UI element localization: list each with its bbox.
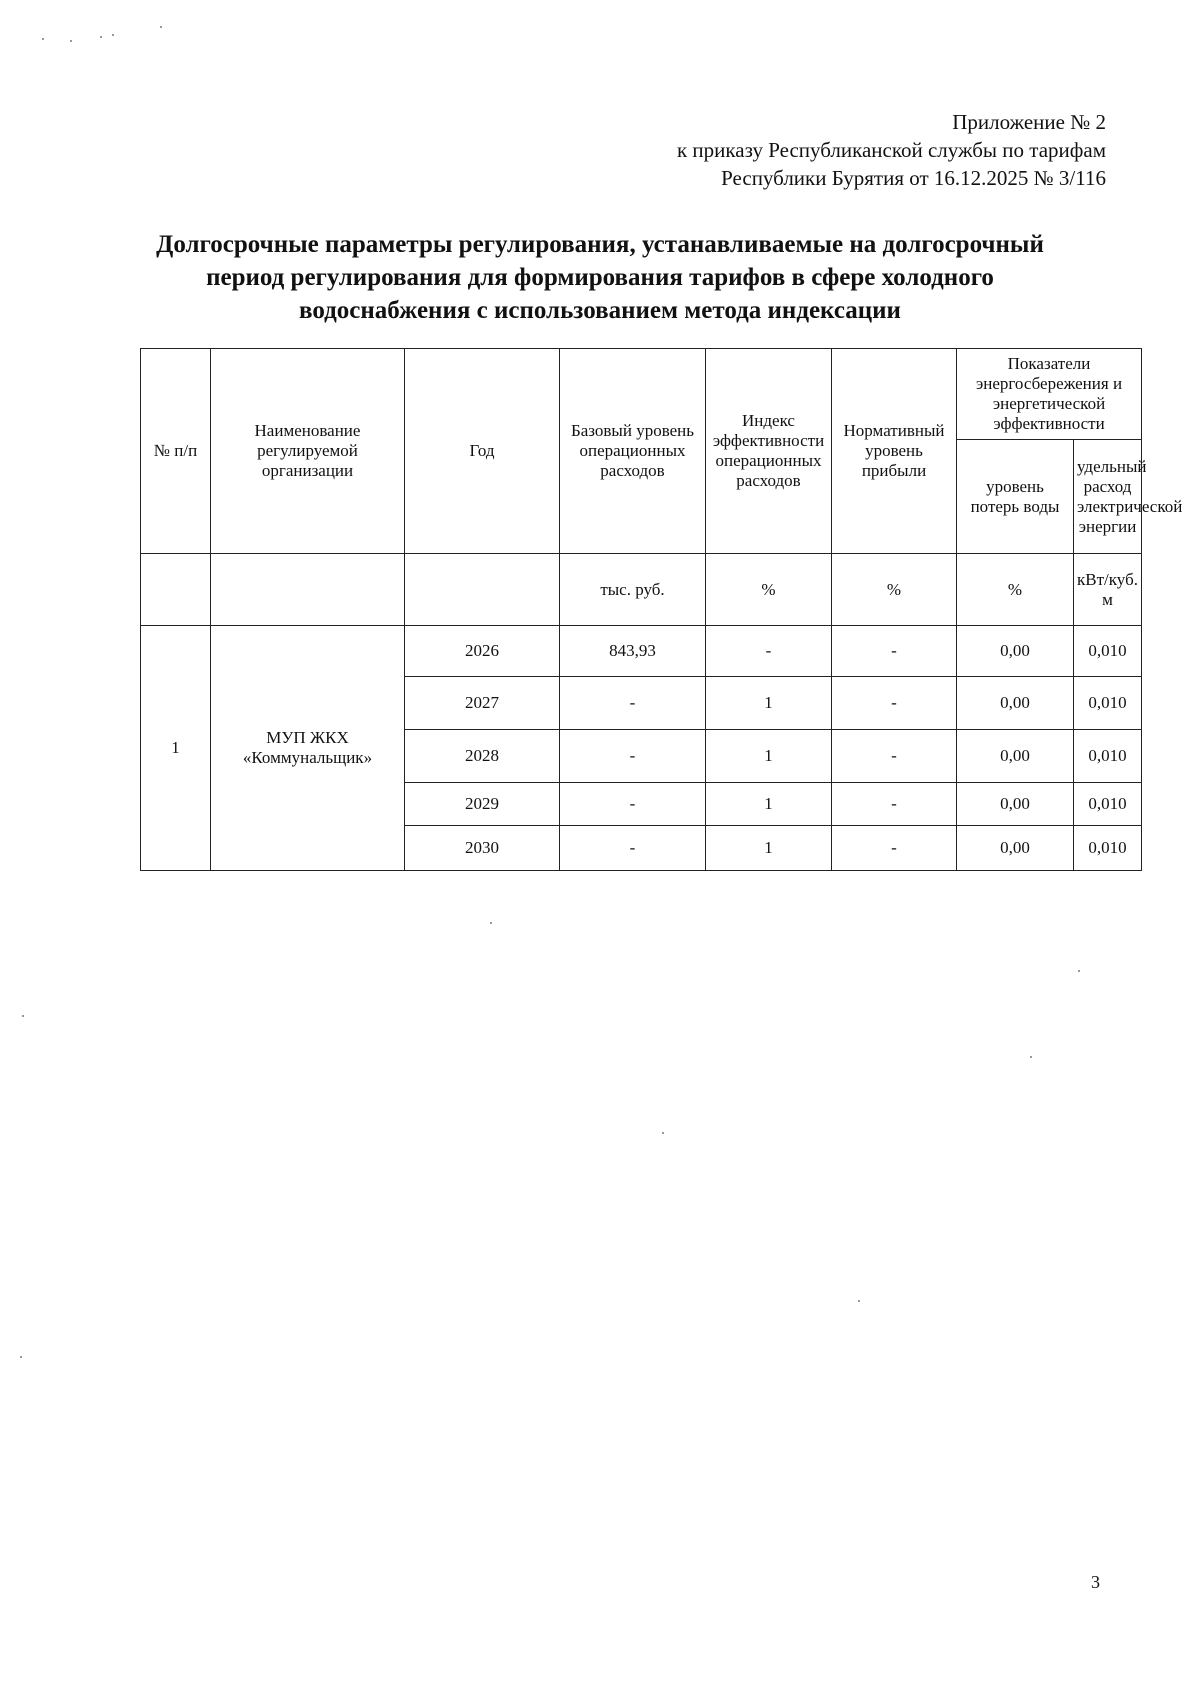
row-index: -: [706, 626, 832, 677]
unit-profit: %: [832, 554, 957, 626]
header-profit: Нормативный уровень прибыли: [832, 349, 957, 554]
appendix-header: [677, 108, 1106, 192]
row-year: 2028: [405, 730, 560, 783]
row-electricity: 0,010: [1074, 626, 1142, 677]
header-energy-group: Показатели энергосбережения и энергетической эффективности: [957, 349, 1142, 440]
appendix-number: Приложение № 2: [952, 110, 1106, 134]
row-base: -: [560, 677, 706, 730]
row-year: 2026: [405, 626, 560, 677]
scan-speck: [1078, 970, 1080, 972]
scan-speck: [1030, 1056, 1032, 1058]
scan-speck: [662, 1132, 664, 1134]
row-profit: -: [832, 730, 957, 783]
scan-speck: [22, 1015, 24, 1017]
scan-speck: [160, 26, 162, 28]
parameters-table: [140, 348, 1183, 871]
scan-speck: [70, 40, 72, 42]
scan-speck: [858, 1300, 860, 1302]
header-year: Год: [405, 349, 560, 554]
row-profit: -: [832, 783, 957, 826]
unit-year-empty: [405, 554, 560, 626]
org-number: 1: [141, 626, 211, 871]
row-water-loss: 0,00: [957, 730, 1074, 783]
row-year: 2027: [405, 677, 560, 730]
row-profit: -: [832, 826, 957, 871]
title-line-1: Долгосрочные параметры регулирования, устанавливаемые на долгосрочный: [156, 231, 1044, 258]
unit-num-empty: [141, 554, 211, 626]
order-reference: к приказу Республиканской службы по тарифам: [676, 138, 1106, 162]
unit-org-empty: [211, 554, 405, 626]
scan-speck: [490, 922, 492, 924]
title-line-3: водоснабжения с использованием метода индексации: [299, 297, 901, 324]
header-org: Наименование регулируемой организации: [211, 349, 405, 554]
row-year: 2029: [405, 783, 560, 826]
row-index: 1: [706, 730, 832, 783]
row-water-loss: 0,00: [957, 783, 1074, 826]
unit-index: %: [706, 554, 832, 626]
row-water-loss: 0,00: [957, 626, 1074, 677]
row-index: 1: [706, 783, 832, 826]
row-electricity: 0,010: [1074, 826, 1142, 871]
row-base: -: [560, 783, 706, 826]
header-water-loss: уровень потерь воды: [957, 440, 1074, 554]
header-num: № п/п: [141, 349, 211, 554]
row-water-loss: 0,00: [957, 677, 1074, 730]
row-profit: -: [832, 677, 957, 730]
row-year: 2030: [405, 826, 560, 871]
scan-speck: [100, 36, 102, 38]
row-electricity: 0,010: [1074, 783, 1142, 826]
order-date: Республики Бурятия от 16.12.2025 № 3/116: [721, 166, 1106, 190]
scan-speck: [42, 38, 44, 40]
row-electricity: 0,010: [1074, 730, 1142, 783]
unit-base: тыс. руб.: [560, 554, 706, 626]
page-number: 3: [1091, 1572, 1100, 1592]
row-index: 1: [706, 826, 832, 871]
scan-speck: [112, 34, 114, 36]
row-base: -: [560, 730, 706, 783]
row-electricity: 0,010: [1074, 677, 1142, 730]
header-efficiency-index: Индекс эффективности операционных расходов: [706, 349, 832, 554]
row-base: -: [560, 826, 706, 871]
row-base: 843,93: [560, 626, 706, 677]
table-row: [141, 626, 1142, 677]
header-electricity: удельный расход электрической энергии: [1074, 440, 1142, 554]
scan-speck: [20, 1356, 22, 1358]
row-index: 1: [706, 677, 832, 730]
org-name: МУП ЖКХ «Коммунальщик»: [211, 626, 405, 871]
document-title: [120, 228, 1080, 327]
unit-electricity: кВт/куб. м: [1074, 554, 1142, 626]
title-line-2: период регулирования для формирования тарифов в сфере холодного: [206, 264, 994, 291]
unit-water-loss: %: [957, 554, 1074, 626]
header-base-opex: Базовый уровень операционных расходов: [560, 349, 706, 554]
row-water-loss: 0,00: [957, 826, 1074, 871]
row-profit: -: [832, 626, 957, 677]
